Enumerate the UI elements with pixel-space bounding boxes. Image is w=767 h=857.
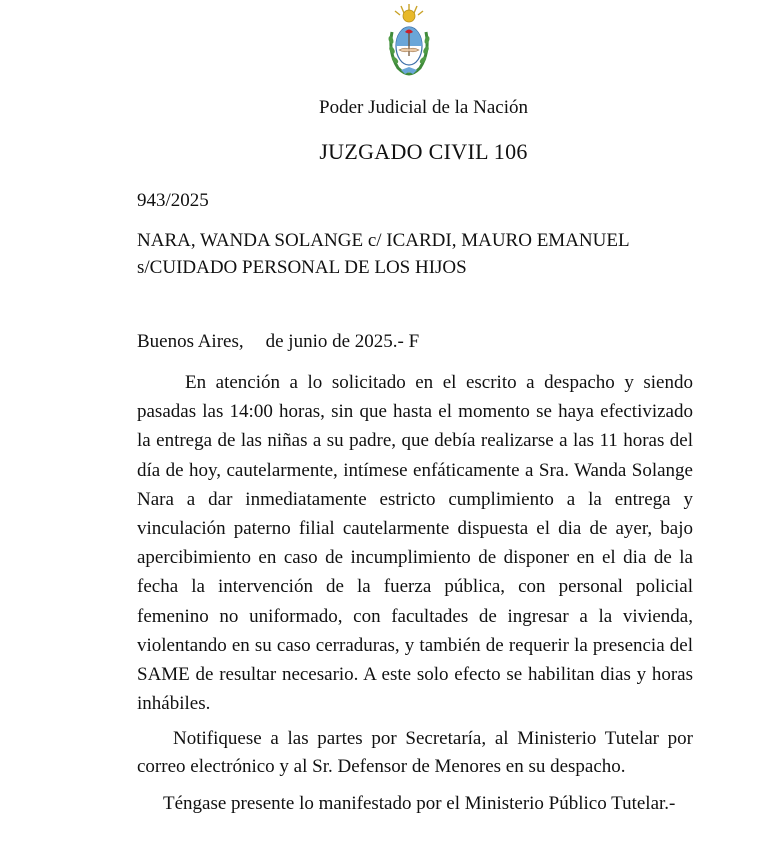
case-number: 943/2025 xyxy=(137,190,209,211)
body-paragraph-3 xyxy=(137,790,693,818)
body-paragraph-1 xyxy=(137,368,693,718)
paragraph-2-text: Notifiquese a las partes por Secretaría, al Ministerio Tutelar por correo electrónico y al Sr. Defensor de Menores en su despacho. xyxy=(137,728,693,777)
case-title-line-2: s/CUIDADO PERSONAL DE LOS HIJOS xyxy=(137,257,467,278)
paragraph-1-text: En atención a lo solicitado en el escrito a despacho y siendo pasadas las 14:00 horas, sin que hasta el momento se haya efectivizado la entrega de las niñas a su padre, que debía realizarse a las 11 horas del día de hoy, cautelarmente, intímese enfáticamente a Sra. Wanda Solange Nara a dar inmediatamente estricto cumplimiento a la entrega y vinculación paterno filial cautelarmente dispuesta el dia de ayer, bajo apercibimiento en caso de incumplimiento de disponer en el dia de la fecha la intervención de la fuerza pública, con personal policial femenino no uniformado, con facultades de ingresar a la vivienda, violentando en su caso cerraduras, y también de requerir la presencia del SAME de resultar necesario. A este solo efecto se habilitan dias y horas inhábiles. xyxy=(137,372,693,715)
case-title-line-1: NARA, WANDA SOLANGE c/ ICARDI, MAURO EMANUEL xyxy=(137,230,630,251)
body-paragraph-2 xyxy=(137,725,693,781)
argentina-coat-of-arms-icon xyxy=(384,2,434,78)
court-unit: JUZGADO CIVIL 106 xyxy=(319,139,528,164)
date-city: Buenos Aires, xyxy=(137,331,244,352)
date-text: de junio de 2025.- F xyxy=(265,331,420,352)
date-line xyxy=(137,331,697,353)
paragraph-3-text: Téngase presente lo manifestado por el Ministerio Público Tutelar.- xyxy=(163,793,676,814)
court-name: Poder Judicial de la Nación xyxy=(319,97,528,118)
